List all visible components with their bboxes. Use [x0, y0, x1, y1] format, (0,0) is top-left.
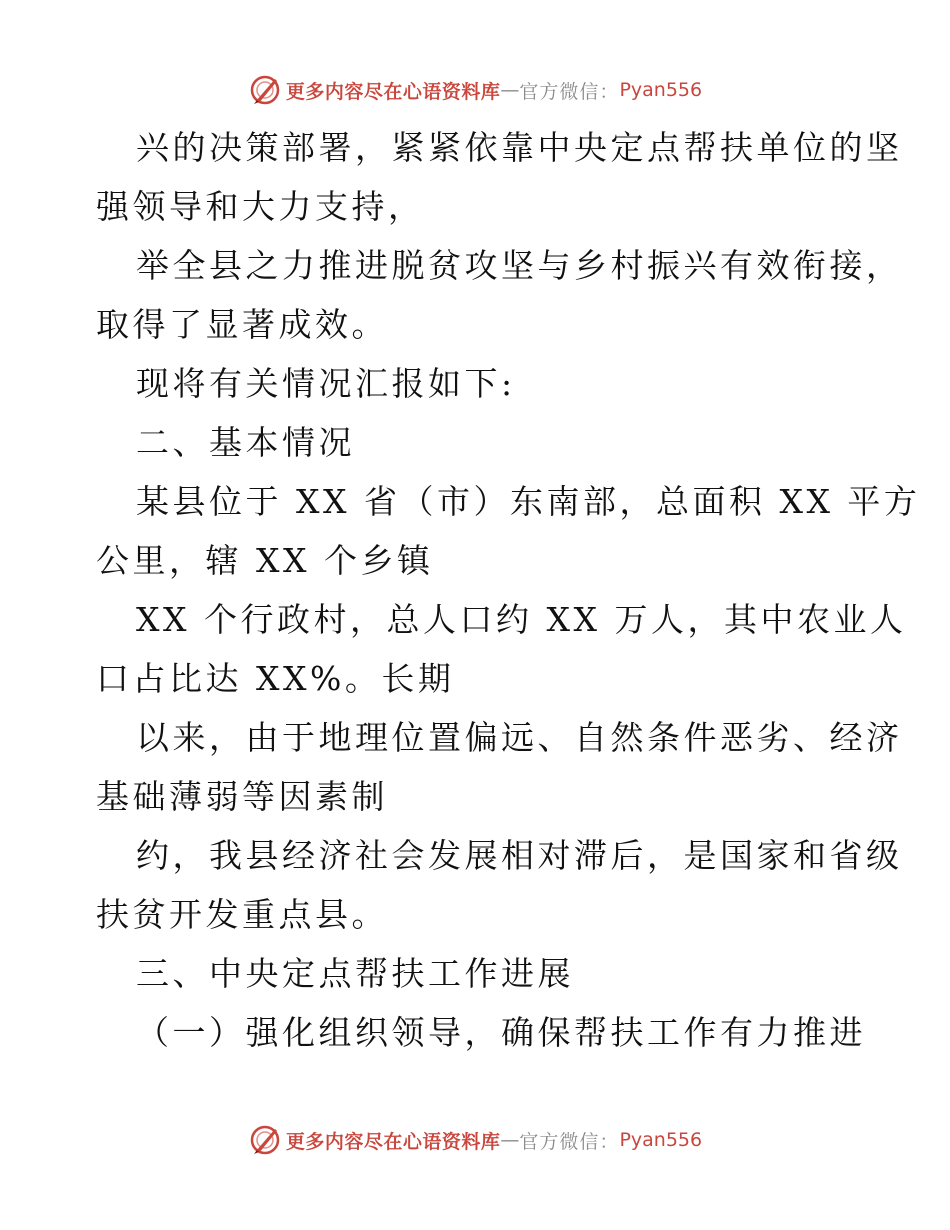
document-body	[96, 118, 921, 1062]
text-line: 公里，辖 XX 个乡镇	[96, 541, 434, 580]
text-line: 以来，由于地理位置偏远、自然条件恶劣、经济	[136, 718, 903, 757]
watermark-label: 官方微信：	[519, 80, 620, 103]
watermark-wechat-id: Pyan556	[619, 79, 703, 101]
text-line: 约，我县经济社会发展相对滞后，是国家和省级	[136, 836, 903, 875]
watermark-label: 官方微信：	[519, 1130, 620, 1153]
footer-watermark	[0, 1120, 950, 1160]
text-line: 举全县之力推进脱贫攻坚与乡村振兴有效衔接，	[136, 246, 903, 285]
section-heading: 三、中央定点帮扶工作进展	[136, 954, 574, 993]
text-line: 某县位于 XX 省（市）东南部，总面积 XX 平方	[136, 482, 921, 521]
text-line: 取得了显著成效。	[96, 305, 388, 344]
text-line: 口占比达 XX%。长期	[96, 659, 455, 698]
text-line: XX 个行政村，总人口约 XX 万人，其中农业人	[136, 600, 907, 639]
watermark-dash: —	[500, 1129, 520, 1151]
text-line: 兴的决策部署，紧紧依靠中央定点帮扶单位的坚	[136, 128, 903, 167]
text-line: 现将有关情况汇报如下:	[136, 364, 516, 403]
text-line: 强领导和大力支持，	[96, 187, 425, 226]
brush-logo-icon	[248, 73, 282, 107]
section-heading: 二、基本情况	[136, 423, 355, 462]
brush-logo-icon	[248, 1123, 282, 1157]
watermark-wechat-id: Pyan556	[619, 1129, 703, 1151]
text-line: 基础薄弱等因素制	[96, 777, 388, 816]
subsection-heading: （一）强化组织领导，确保帮扶工作有力推进	[136, 1013, 866, 1052]
header-watermark	[0, 70, 950, 110]
text-line: 扶贫开发重点县。	[96, 895, 388, 934]
watermark-lead-text: 更多内容尽在心语资料库	[285, 1130, 501, 1153]
watermark-dash: —	[500, 79, 520, 101]
watermark-lead-text: 更多内容尽在心语资料库	[285, 80, 501, 103]
